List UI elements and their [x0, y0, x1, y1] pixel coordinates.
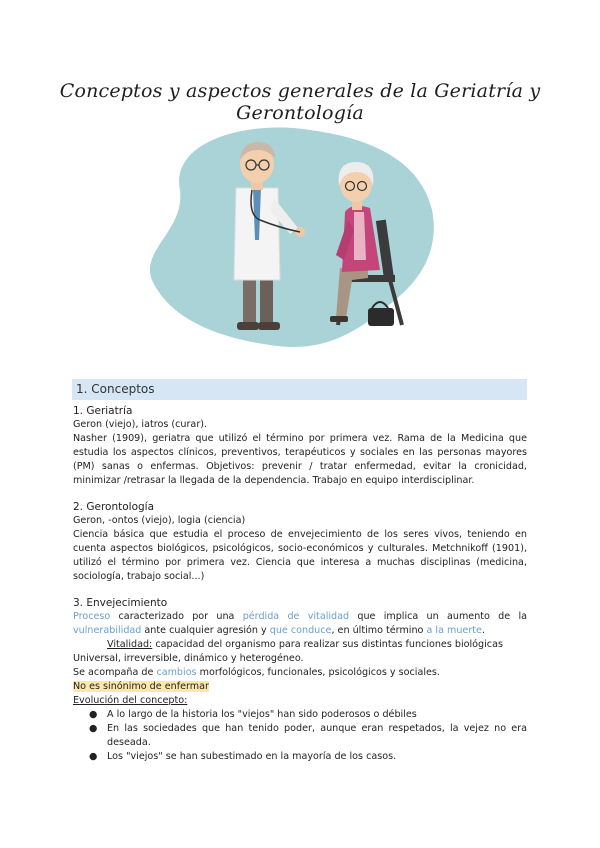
geriatria-heading: 1. Geriatría: [73, 405, 133, 417]
envejecimiento-definition: Proceso caracterizado por una pérdida de vitalidad que implica un aumento de la vulnerabilidad ante cualquier agresión y que conduce, en último término a la muerte.: [73, 611, 527, 636]
bullet-icon: ●: [89, 723, 98, 734]
list-item: ● Los "viejos" se han subestimado en la mayoría de los casos.: [89, 751, 397, 762]
term-perdida-vitalidad: pérdida de vitalidad: [242, 611, 350, 622]
doctor-patient-illustration: [140, 120, 440, 360]
vitalidad-label: Vitalidad:: [107, 639, 153, 650]
list-item: ● A lo largo de la historia los "viejos" han sido poderosos o débiles: [89, 709, 417, 720]
envejecimiento-traits: Universal, irreversible, dinámico y heterogéneo.: [73, 653, 304, 664]
envejecimiento-changes: Se acompaña de cambios morfológicos, funcionales, psicológicos y sociales.: [73, 667, 440, 678]
term-cambios: cambios: [156, 667, 197, 678]
section-title: 1. Conceptos: [76, 382, 155, 396]
gerontologia-heading: 2. Gerontología: [73, 501, 155, 513]
list-item: ● En las sociedades que han tenido poder, aunque eran respetados, la vejez no era deseada.: [89, 723, 527, 748]
geriatria-etymology: Geron (viejo), iatros (curar).: [73, 419, 208, 430]
page-title: Conceptos y aspectos generales de la Geriatría y Gerontología: [59, 80, 541, 124]
geriatria-body: Nasher (1909), geriatra que utilizó el término por primera vez. Rama de la Medicina que estudia los aspectos clínicos, preventivos, terapéuticos y sociales en las personas mayores (PM) sanas o enfermas. Objetivos: prevenir / tratar enfermedad, evitar la cronicidad, minimizar /retrasar la llegada de la dependencia. Trabajo en equipo interdisciplinar.: [73, 433, 527, 486]
section-header-bar: [72, 379, 527, 400]
vitalidad-definition: Vitalidad: capacidad del organismo para realizar sus distintas funciones biológicas: [107, 639, 503, 650]
bullet-icon: ●: [89, 709, 98, 720]
term-vulnerabilidad: vulnerabilidad: [73, 625, 142, 636]
envejecimiento-heading: 3. Envejecimiento: [73, 597, 168, 609]
bullet-icon: ●: [89, 751, 98, 762]
gerontologia-body: Ciencia básica que estudia el proceso de envejecimiento de los seres vivos, teniendo en cuenta aspectos biológicos, psicológicos, socio-económicos y culturales. Metchnikoff (1901), utilizó el término por primera vez. Ciencia que interesa a muchas disciplinas (medicina, sociología, trabajo social...): [73, 529, 527, 582]
term-a-la-muerte: a la muerte: [426, 625, 482, 636]
term-que-conduce: que conduce: [269, 625, 332, 636]
evolucion-heading: Evolución del concepto:: [73, 695, 188, 706]
highlight-note: No es sinónimo de enfermar: [73, 681, 209, 692]
gerontologia-etymology: Geron, -ontos (viejo), logia (ciencia): [73, 515, 246, 526]
term-proceso: Proceso: [73, 611, 111, 622]
document-body: [73, 404, 527, 764]
evolucion-list: [73, 708, 527, 764]
